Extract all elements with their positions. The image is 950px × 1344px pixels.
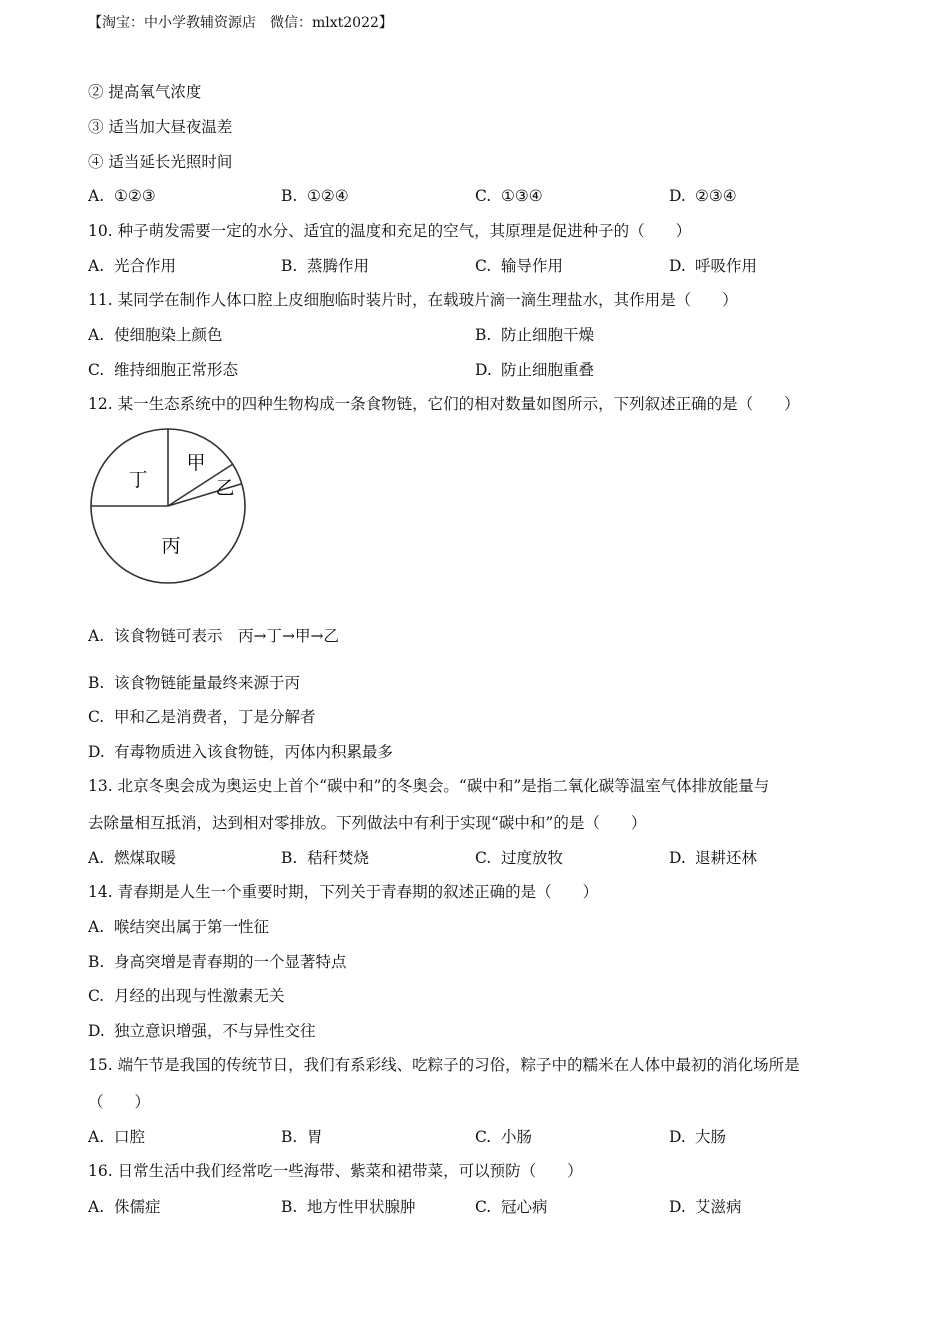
- q14-option-a[interactable]: A. 喉结突出属于第一性征: [88, 918, 270, 936]
- q13-option-a[interactable]: A. 燃煤取暖: [88, 849, 177, 867]
- q9-option-a[interactable]: A. ①②③: [88, 187, 156, 205]
- q16-option-c[interactable]: C. 冠心病: [475, 1198, 548, 1216]
- q13-option-d[interactable]: D. 退耕还林: [669, 849, 758, 867]
- q10-option-d[interactable]: D. 呼吸作用: [669, 257, 758, 275]
- q9-item-3: ③ 适当加大昼夜温差: [88, 118, 233, 136]
- q16-option-a[interactable]: A. 侏儒症: [88, 1198, 161, 1216]
- q10-option-b[interactable]: B. 蒸腾作用: [281, 257, 370, 275]
- q16-option-b[interactable]: B. 地方性甲状腺肿: [281, 1198, 416, 1216]
- q11-option-b[interactable]: B. 防止细胞干燥: [475, 326, 595, 344]
- page-header-watermark: 【淘宝：中小学教辅资源店 微信：mlxt2022】: [88, 15, 393, 31]
- pie-label-ding: 丁: [128, 469, 148, 491]
- q9-item-4: ④ 适当延长光照时间: [88, 153, 233, 171]
- q15-option-b[interactable]: B. 胃: [281, 1128, 323, 1146]
- q12-stem: 12. 某一生态系统中的四种生物构成一条食物链，它们的相对数量如图所示，下列叙述正确的是（ ）: [88, 395, 800, 413]
- q12-option-b[interactable]: B. 该食物链能量最终来源于丙: [88, 674, 301, 692]
- q10-stem: 10. 种子萌发需要一定的水分、适宜的温度和充足的空气，其原理是促进种子的（ ）: [88, 222, 692, 240]
- q14-option-c[interactable]: C. 月经的出现与性激素无关: [88, 987, 285, 1005]
- q11-stem: 11. 某同学在制作人体口腔上皮细胞临时装片时，在载玻片滴一滴生理盐水，其作用是（ ）: [88, 291, 738, 309]
- q15-option-d[interactable]: D. 大肠: [669, 1128, 727, 1146]
- q9-option-c[interactable]: C. ①③④: [475, 187, 543, 205]
- q15-option-a[interactable]: A. 口腔: [88, 1128, 146, 1146]
- q12-pie-figure: [86, 424, 254, 590]
- q13-stem-line1: 13. 北京冬奥会成为奥运史上首个“碳中和”的冬奥会。“碳中和”是指二氧化碳等温室气体排放能量与: [88, 777, 770, 795]
- q9-option-b[interactable]: B. ①②④: [281, 187, 349, 205]
- q11-option-a[interactable]: A. 使细胞染上颜色: [88, 326, 223, 344]
- q14-option-d[interactable]: D. 独立意识增强，不与异性交往: [88, 1022, 316, 1040]
- q11-option-d[interactable]: D. 防止细胞重叠: [475, 361, 595, 379]
- q13-option-b[interactable]: B. 秸秆焚烧: [281, 849, 370, 867]
- q13-stem-line2: 去除量相互抵消，达到相对零排放。下列做法中有利于实现“碳中和”的是（ ）: [88, 814, 647, 832]
- q10-option-a[interactable]: A. 光合作用: [88, 257, 177, 275]
- q12-option-c[interactable]: C. 甲和乙是消费者，丁是分解者: [88, 708, 316, 726]
- q16-stem: 16. 日常生活中我们经常吃一些海带、紫菜和裙带菜，可以预防（ ）: [88, 1162, 583, 1180]
- q12-option-d[interactable]: D. 有毒物质进入该食物链，丙体内积累最多: [88, 743, 394, 761]
- q13-option-c[interactable]: C. 过度放牧: [475, 849, 564, 867]
- q15-option-c[interactable]: C. 小肠: [475, 1128, 533, 1146]
- pie-label-jia: 甲: [186, 452, 206, 474]
- q16-option-d[interactable]: D. 艾滋病: [669, 1198, 742, 1216]
- q10-option-c[interactable]: C. 输导作用: [475, 257, 564, 275]
- q11-option-c[interactable]: C. 维持细胞正常形态: [88, 361, 239, 379]
- pie-label-yi: 乙: [215, 477, 235, 499]
- q12-option-a[interactable]: A. 该食物链可表示 丙→丁→甲→乙: [88, 627, 339, 645]
- q9-option-d[interactable]: D. ②③④: [669, 187, 737, 205]
- q9-item-2: ② 提高氧气浓度: [88, 83, 202, 101]
- q15-stem-line1: 15. 端午节是我国的传统节日，我们有系彩线、吃粽子的习俗，粽子中的糯米在人体中最初的消化场所是: [88, 1056, 800, 1074]
- q14-stem: 14. 青春期是人生一个重要时期，下列关于青春期的叙述正确的是（ ）: [88, 883, 599, 901]
- q15-stem-line2: （ ）: [88, 1093, 151, 1111]
- q14-option-b[interactable]: B. 身高突增是青春期的一个显著特点: [88, 953, 347, 971]
- pie-label-bing: 丙: [161, 535, 181, 557]
